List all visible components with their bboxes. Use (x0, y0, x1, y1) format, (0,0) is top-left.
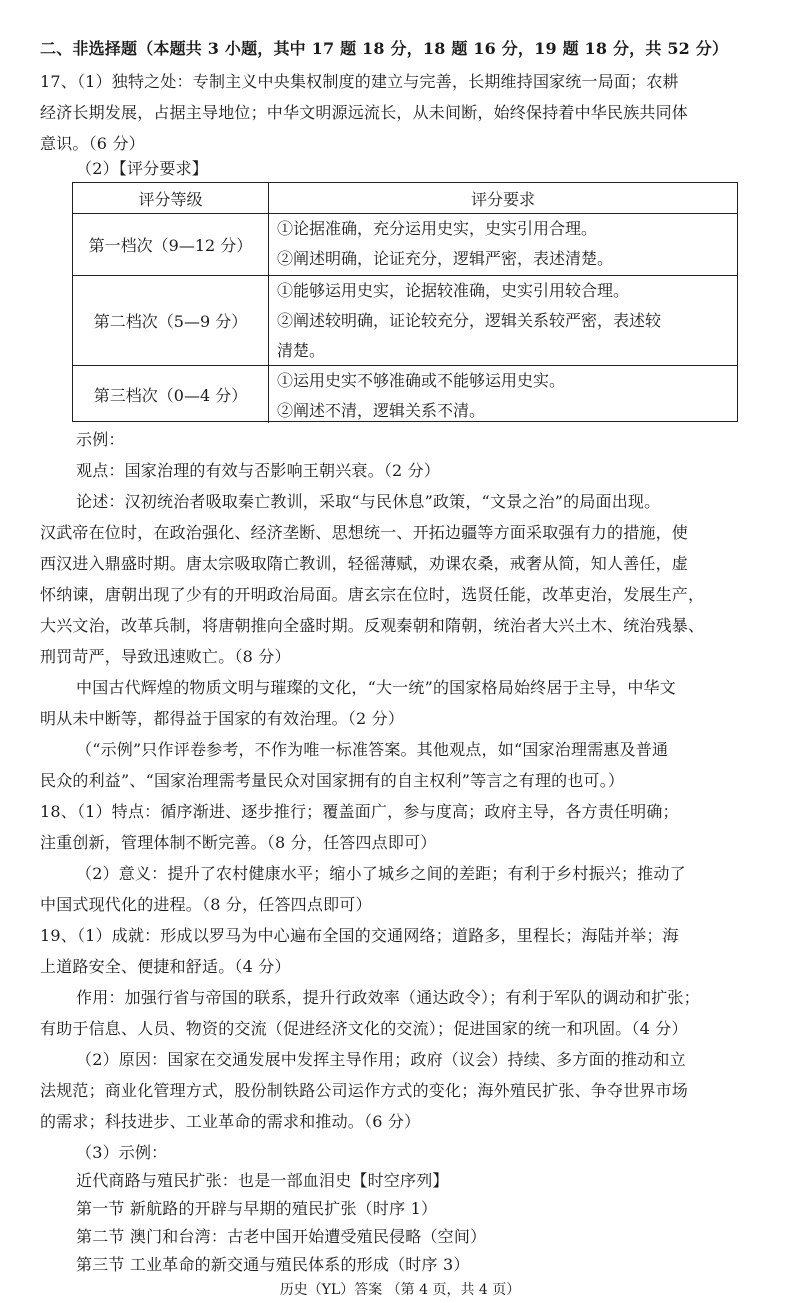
q19-part3-label: （3）示例： (76, 1143, 168, 1162)
requirement-line: ②阐述不清，逻辑关系不清。 (277, 401, 486, 420)
requirement-line: ①能够运用史实，论据较准确，史实引用较合理。 (277, 281, 630, 300)
table-header-level: 评分等级 (73, 183, 269, 213)
q18-part1-line: 18、（1）特点：循序渐进、逐步推行；覆盖面广，参与度高；政府主导，各方责任明确； (40, 802, 679, 821)
table-header-row (73, 183, 737, 213)
q19-achievement-line: 19、（1）成就：形成以罗马为中心遍布全国的交通网络；道路多，里程长；海陆并举；海 (40, 926, 679, 945)
page-footer: 历史（YL）答案 （第 4 页，共 4 页） (279, 1282, 521, 1298)
table-cell-level: 第三档次（0—4 分） (73, 366, 269, 423)
q19-example-title: 近代商路与殖民扩张：也是一部血泪史【时空序列】 (76, 1171, 449, 1190)
requirement-line: ②阐述较明确，证论较充分，逻辑关系较严密，表述较 (277, 311, 662, 330)
example-label: 示例： (76, 430, 125, 449)
q17-part1-line: 17、（1）独特之处：专制主义中央集权制度的建立与完善，长期维持国家统一局面；农耕 (40, 72, 679, 91)
argument-line: 大兴文治，改革兵制，将唐朝推向全盛时期。反观秦朝和隋朝，统治者大兴土木、统治残暴、 (40, 616, 705, 635)
q19-section: 第一节 新航路的开辟与早期的殖民扩张（时序 1） (76, 1199, 438, 1218)
table-row (73, 275, 737, 365)
q19-section: 第三节 工业革命的新交通与殖民体系的形成（时序 3） (76, 1255, 470, 1274)
q19-reason-line: 的需求；科技进步、工业革命的需求和推动。（6 分） (40, 1112, 421, 1131)
viewpoint: 观点：国家治理的有效与否影响王朝兴衰。（2 分） (76, 461, 441, 480)
requirement-line: ②阐述明确，论证充分，逻辑严密，表述清楚。 (277, 249, 614, 268)
argument-line: 西汉进入鼎盛时期。唐太宗吸取隋亡教训，轻徭薄赋，劝课农桑，戒奢从简，知人善任，虚 (40, 554, 689, 573)
argument-line: 怀纳谏，唐朝出现了少有的开明政治局面。唐玄宗在位时，选贤任能，改革吏治，发展生产， (40, 585, 705, 604)
argument-line: 论述：汉初统治者吸取秦亡教训，采取“与民休息”政策，“文景之治”的局面出现。 (76, 492, 661, 511)
section-heading: 二、非选择题（本题共 3 小题，其中 17 题 18 分，18 题 16 分，19 题 18 分，共 52 分） (40, 39, 729, 58)
q17-part1-line: 经济长期发展，占据主导地位；中华文明源远流长，从未间断，始终保持着中华民族共同体 (40, 103, 689, 122)
q18-part2-line: 中国式现代化的进程。（8 分，任答四点即可） (40, 895, 372, 914)
requirement-line: ①运用史实不够准确或不能够运用史实。 (277, 371, 566, 390)
q17-part2-label: （2）【评分要求】 (76, 159, 208, 178)
q18-part1-line: 注重创新，管理体制不断完善。（8 分，任答四点即可） (40, 833, 437, 852)
table-header-requirement: 评分要求 (470, 189, 535, 209)
scoring-table (72, 182, 738, 422)
note-line: （“示例”只作评卷参考，不作为唯一标准答案。其他观点，如“国家治理需惠及普通 (76, 740, 669, 759)
requirement-line: 清楚。 (277, 341, 326, 360)
q19-section: 第二节 澳门和台湾：古老中国开始遭受殖民侵略（空间） (76, 1227, 487, 1246)
q18-part2-line: （2）意义：提升了农村健康水平；缩小了城乡之间的差距；有利于乡村振兴；推动了 (76, 864, 686, 883)
q19-achievement-line: 上道路安全、便捷和舒适。（4 分） (40, 957, 291, 976)
table-cell-level: 第二档次（5—9 分） (73, 276, 269, 365)
table-cell-requirement (269, 276, 737, 365)
argument-line: 汉武帝在位时，在政治强化、经济垄断、思想统一、开拓边疆等方面采取强有力的措施，使 (40, 523, 689, 542)
q19-function-line: 作用：加强行省与帝国的联系，提升行政效率（通达政令）；有利于军队的调动和扩张； (76, 988, 700, 1007)
q17-part1-line: 意识。（6 分） (40, 134, 145, 153)
conclusion-line: 明从未中断等，都得益于国家的有效治理。（2 分） (40, 709, 405, 728)
argument-line: 刑罚苛严，导致迅速败亡。（8 分） (40, 647, 291, 666)
requirement-line: ①论据准确，充分运用史实，史实引用合理。 (277, 219, 598, 238)
table-cell-level: 第一档次（9—12 分） (73, 214, 269, 275)
table-row (73, 365, 737, 423)
conclusion-line: 中国古代辉煌的物质文明与璀璨的文化，“大一统”的国家格局始终居于主导，中华文 (76, 678, 676, 697)
table-cell-requirement (269, 366, 737, 423)
q19-reason-line: （2）原因：国家在交通发展中发挥主导作用；政府（议会）持续、多方面的推动和立 (76, 1050, 686, 1069)
table-row (73, 213, 737, 275)
q19-reason-line: 法规范；商业化管理方式，股份制铁路公司运作方式的变化；海外殖民扩张、争夺世界市场 (40, 1081, 689, 1100)
note-line: 民众的利益”、“国家治理需考量民众对国家拥有的自主权利”等言之有理的也可。） (40, 771, 625, 790)
q19-function-line: 有助于信息、人员、物资的交流（促进经济文化的交流）；促进国家的统一和巩固。（4 分） (40, 1019, 688, 1038)
table-cell-requirement (269, 214, 737, 275)
